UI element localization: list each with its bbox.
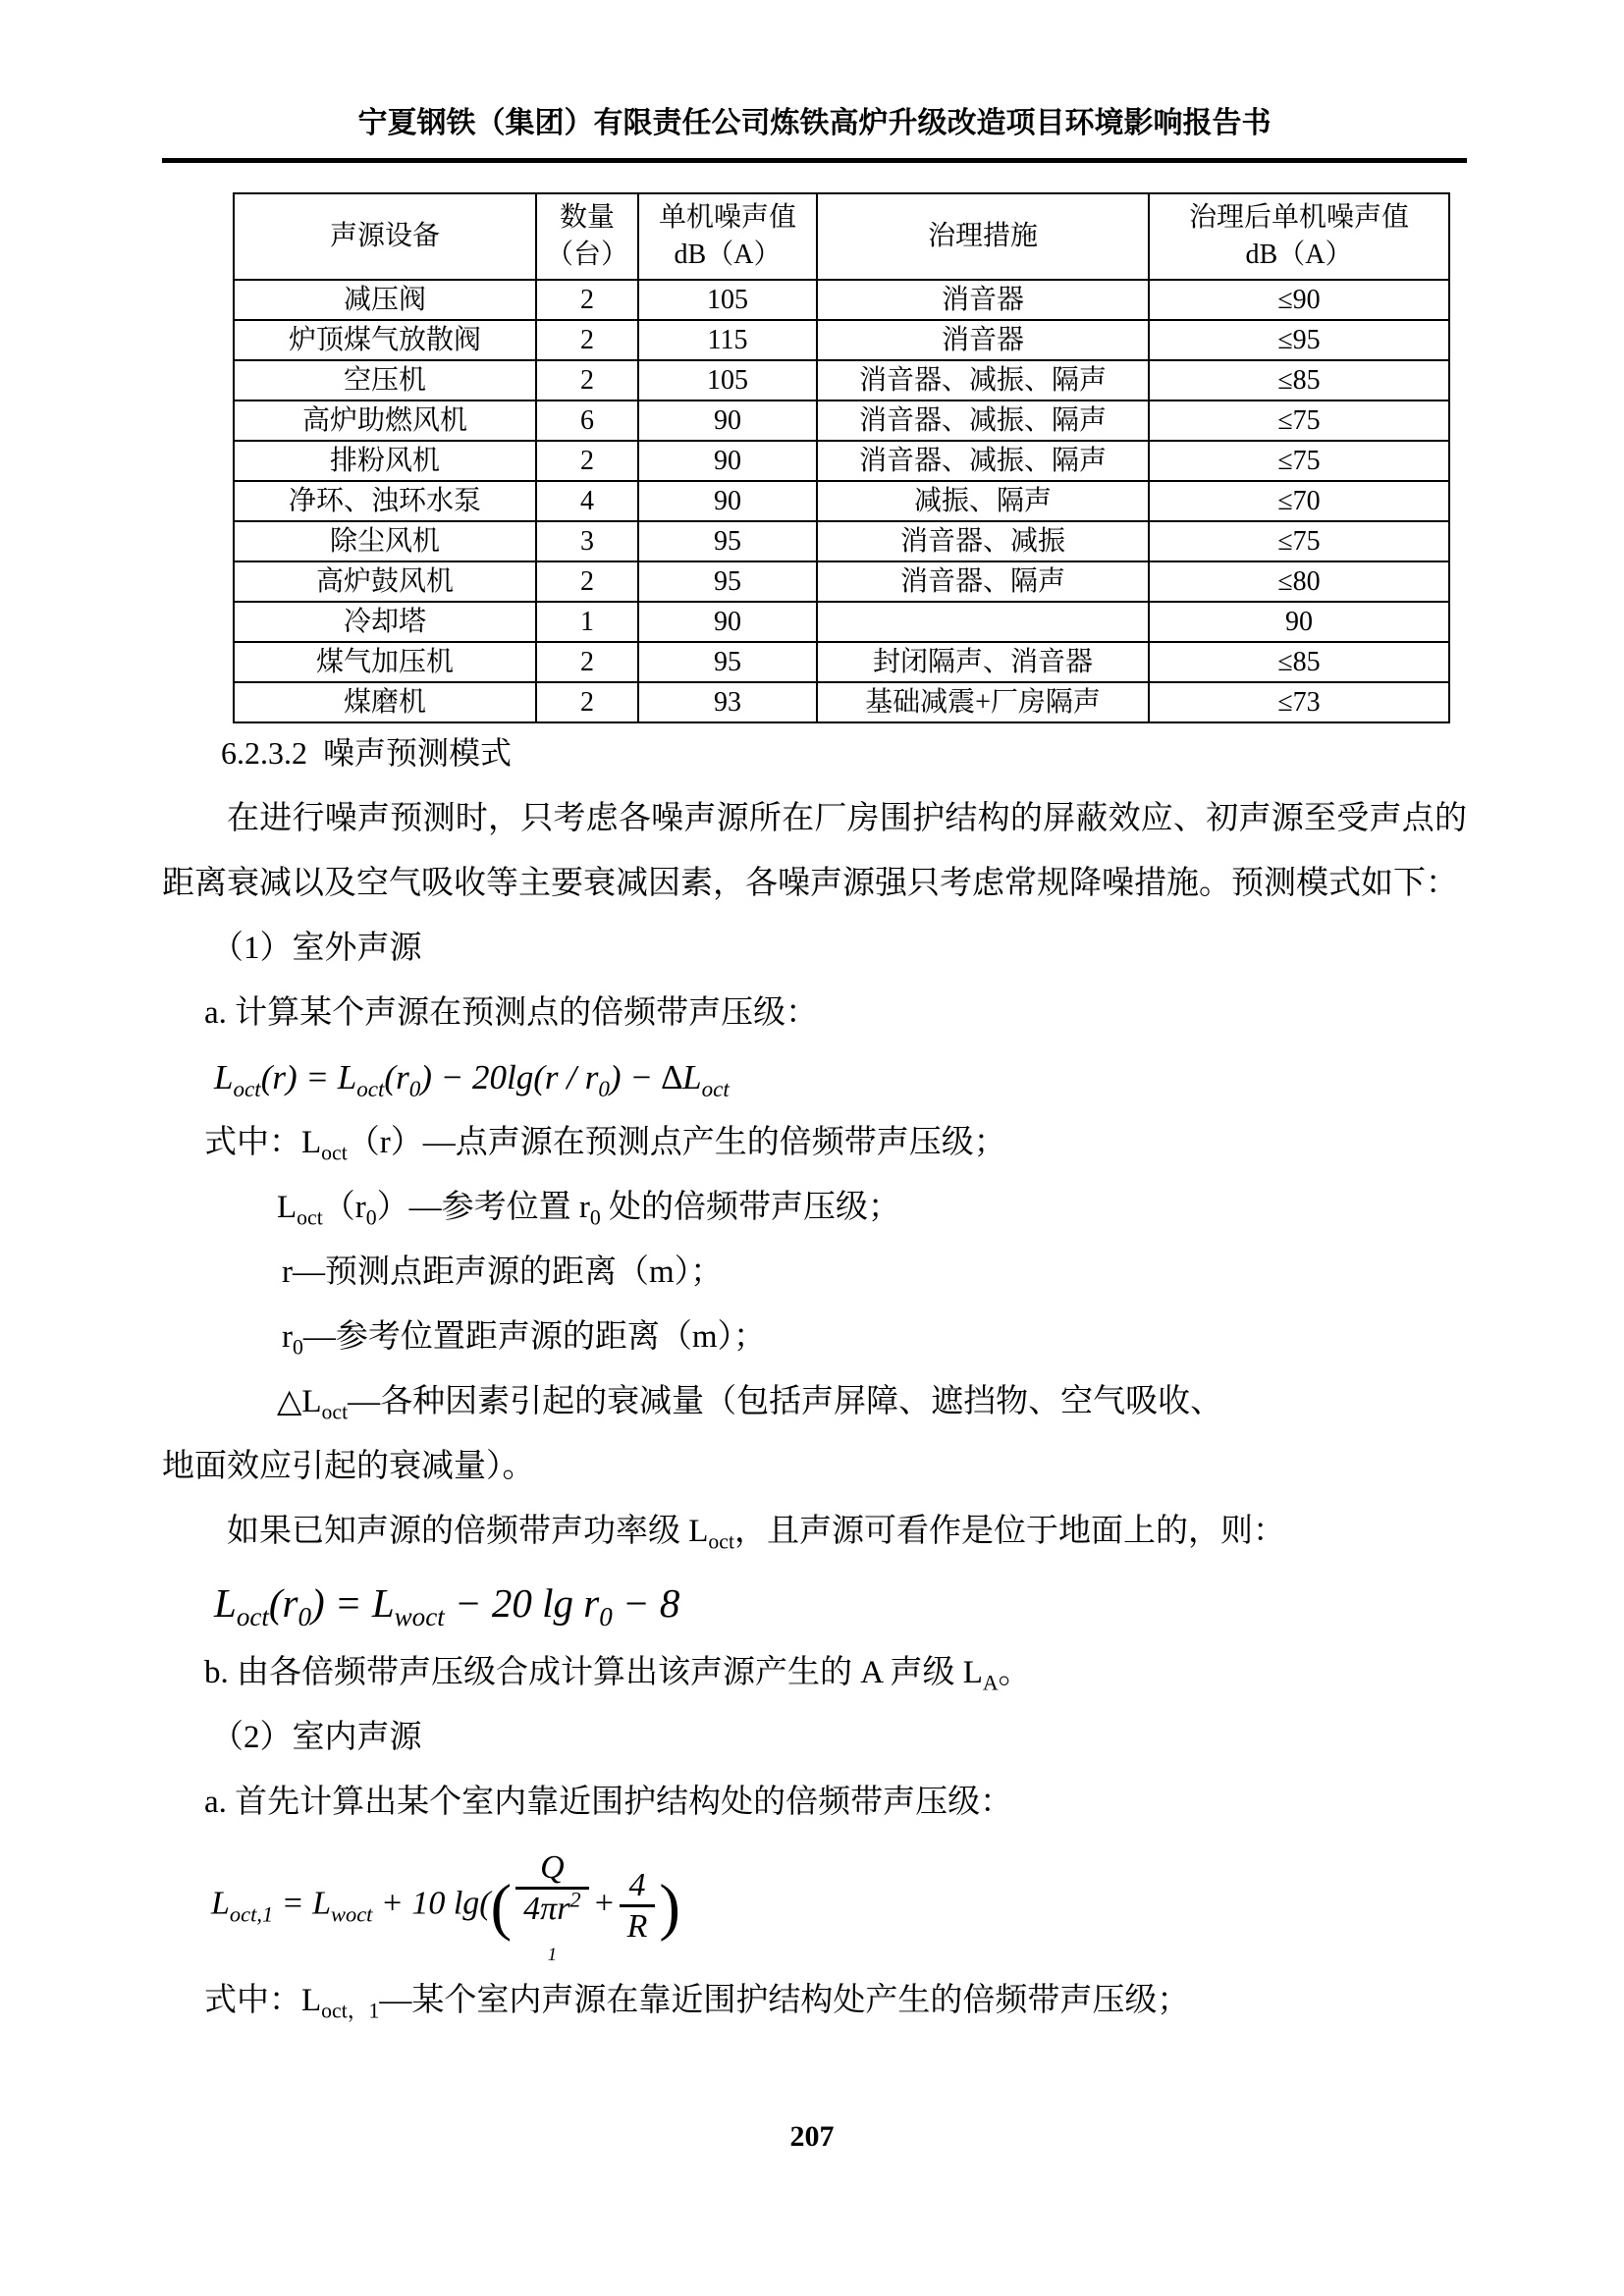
formula-reference-position: $L_{oct}(r_0) = L_{woct} - 20$ $\lg r_0 - 8$: [214, 1580, 680, 1632]
table-cell: 2: [536, 642, 638, 682]
table-cell: ≤75: [1149, 441, 1449, 481]
table-row: [234, 602, 1449, 642]
table-cell: 4: [536, 481, 638, 521]
table-cell: 90: [638, 481, 817, 521]
table-cell: 空压机: [234, 360, 536, 400]
table-cell: 除尘风机: [234, 521, 536, 561]
table-cell: 高炉鼓风机: [234, 561, 536, 602]
table-cell: 减振、隔声: [817, 481, 1149, 521]
col-header-equipment: 声源设备: [234, 193, 536, 280]
table-cell: 105: [638, 360, 817, 400]
paragraph-intro: 在进行噪声预测时，只考虑各噪声源所在厂房围护结构的屏蔽效应、初声源至受声点的距离衰减以及空气吸收等主要衰减因素，各噪声源强只考虑常规降噪措施。预测模式如下：: [162, 801, 1467, 901]
table-row: [234, 441, 1449, 481]
table-row: [234, 320, 1449, 360]
table-cell: 1: [536, 602, 638, 642]
table-header-row: [234, 193, 1449, 280]
section-heading: [221, 731, 1467, 774]
close-paren: ): [659, 1870, 680, 1942]
table-cell: 90: [638, 602, 817, 642]
table-cell: 消音器: [817, 320, 1149, 360]
table-cell: ≤70: [1149, 481, 1449, 521]
table-cell: 炉顶煤气放散阀: [234, 320, 536, 360]
table-cell: 消音器、减振、隔声: [817, 360, 1149, 400]
list-item-a2: a. 首先计算出某个室内靠近围护结构处的倍频带声压级：: [204, 1785, 1013, 1820]
table-cell: [817, 602, 1149, 642]
paragraph-known-power-level: 如果已知声源的倍频带声功率级 $L_{oct}$，且声源可看作是位于地面上的，则：: [227, 1514, 1286, 1554]
table-cell: 2: [536, 360, 638, 400]
table-cell: 2: [536, 682, 638, 722]
table-cell: ≤85: [1149, 360, 1449, 400]
list-item-b: b. 由各倍频带声压级合成计算出该声源产生的 A 声级 $L_A$。: [204, 1655, 1031, 1695]
table-cell: ≤75: [1149, 400, 1449, 441]
definition-line-w4: $r_0—$参考位置距声源的距离（m）；: [282, 1319, 767, 1360]
open-paren: (: [490, 1870, 513, 1942]
definition-line-w6: 地面效应引起的衰减量）。: [162, 1449, 535, 1484]
table-cell: 2: [536, 280, 638, 320]
table-cell: 基础减震+厂房隔声: [817, 682, 1149, 722]
formula-indoor-octave-band: $L_{oct,1} = L_{woct} + 10$ lg(( Q $4\pi r^2$ 1 + $\frac{4}{R}$ ): [211, 1849, 680, 1965]
definition-line-w1: 式中：$L_{oct}(r)—$点声源在预测点产生的倍频带声压级；: [204, 1125, 1006, 1165]
table-cell: 90: [638, 441, 817, 481]
table-cell: 3: [536, 521, 638, 561]
list-item-indoor-source: （2）室内声源: [211, 1720, 422, 1755]
table-row: [234, 561, 1449, 602]
table-cell: 2: [536, 320, 638, 360]
table-cell: 排粉风机: [234, 441, 536, 481]
definition-line-w3: r—预测点距声源的距离（m）；: [282, 1255, 724, 1290]
table-row: [234, 521, 1449, 561]
list-item-a1: a. 计算某个声源在预测点的倍频带声压级：: [204, 995, 819, 1031]
table-cell: 消音器、减振、隔声: [817, 441, 1149, 481]
table-cell: 2: [536, 441, 638, 481]
page-number: 207: [789, 2120, 835, 2153]
col-header-measures: 治理措施: [817, 193, 1149, 280]
table-cell: 封闭隔声、消音器: [817, 642, 1149, 682]
list-item-outdoor-source: （1）室外声源: [211, 931, 422, 966]
col-header-after-noise: 治理后单机噪声值 dB（A）: [1149, 193, 1449, 280]
table-row: [234, 400, 1449, 441]
col-header-unit-noise: 单机噪声值 dB（A）: [638, 193, 817, 280]
table-cell: 煤气加压机: [234, 642, 536, 682]
section-number: 6.2.3.2: [221, 735, 307, 771]
definition-line-w5: $\triangle L_{oct}—$各种因素引起的衰减量（包括声屏障、遮挡物、空气吸收、: [277, 1384, 1223, 1424]
fraction-reverberant-sound: $\frac{4}{R}$: [620, 1866, 656, 1948]
table-cell: ≤90: [1149, 280, 1449, 320]
noise-source-table: [233, 192, 1450, 723]
table-cell: 105: [638, 280, 817, 320]
col-header-quantity: 数量 （台）: [536, 193, 638, 280]
table-row: [234, 280, 1449, 320]
table-row: [234, 682, 1449, 722]
table-cell: 93: [638, 682, 817, 722]
table-cell: ≤73: [1149, 682, 1449, 722]
table-cell: 95: [638, 642, 817, 682]
table-cell: ≤75: [1149, 521, 1449, 561]
table-cell: 煤磨机: [234, 682, 536, 722]
definition-line-w7: 式中：$L_{oct,1}—$某个室内声源在靠近围护结构处产生的倍频带声压级；: [204, 1982, 1190, 2023]
table-cell: 净环、浊环水泵: [234, 481, 536, 521]
section-title: 噪声预测模式: [323, 735, 513, 771]
table-cell: ≤85: [1149, 642, 1449, 682]
table-cell: 95: [638, 561, 817, 602]
table-cell: 95: [638, 521, 817, 561]
table-row: [234, 481, 1449, 521]
header-rule: [162, 158, 1467, 163]
table-cell: ≤95: [1149, 320, 1449, 360]
table-cell: 6: [536, 400, 638, 441]
table-cell: 减压阀: [234, 280, 536, 320]
table-cell: 消音器、减振: [817, 521, 1149, 561]
definition-line-w2: $L_{oct}(r_0)—$参考位置 $r_0$ 处的倍频带声压级；: [277, 1190, 901, 1230]
table-cell: 冷却塔: [234, 602, 536, 642]
fraction-direct-sound: Q $4\pi r^2$ 1: [515, 1848, 588, 1964]
table-cell: 高炉助燃风机: [234, 400, 536, 441]
formula-outdoor-octave-band: $L_{oct}(r) = L_{oct}(r_0) - 20\lg(r / r_0) - \Delta L_{oct}$: [214, 1058, 730, 1101]
table-row: [234, 642, 1449, 682]
table-cell: 115: [638, 320, 817, 360]
table-cell: 2: [536, 561, 638, 602]
table-cell: 消音器: [817, 280, 1149, 320]
table-cell: 消音器、隔声: [817, 561, 1149, 602]
table-row: [234, 360, 1449, 400]
report-title: 宁夏钢铁（集团）有限责任公司炼铁高炉升级改造项目环境影响报告书: [357, 107, 1272, 139]
table-cell: 90: [638, 400, 817, 441]
table-cell: 消音器、减振、隔声: [817, 400, 1149, 441]
table-cell: ≤80: [1149, 561, 1449, 602]
table-cell: 90: [1149, 602, 1449, 642]
